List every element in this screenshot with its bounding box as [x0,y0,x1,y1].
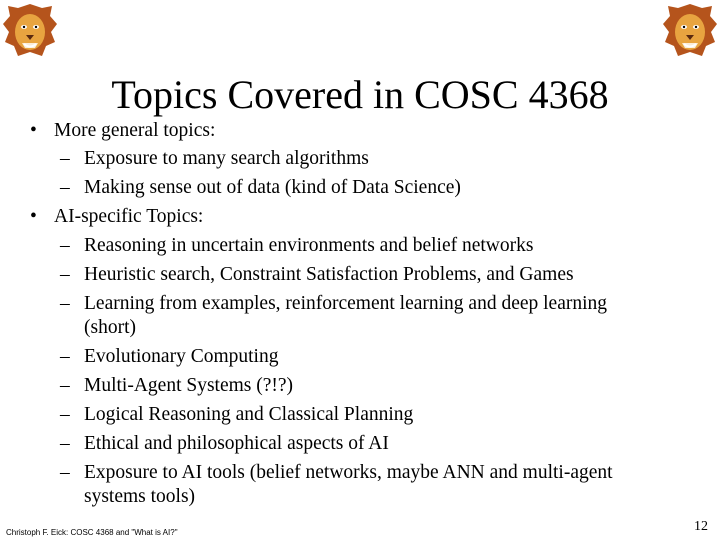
dash-marker: – [60,293,70,314]
subitem-text: Exposure to many search algorithms [84,148,369,169]
bullet-marker: • [30,120,37,141]
page-number: 12 [694,519,708,534]
dash-marker: – [60,177,70,198]
dash-marker: – [60,433,70,454]
dash-marker: – [60,404,70,425]
dash-marker: – [60,264,70,285]
subitem-text: Exposure to AI tools (belief networks, maybe ANN and multi-agent [84,462,613,483]
subitem-text-continuation: systems tools) [84,486,196,507]
slide-title: Topics Covered in COSC 4368 [111,72,609,117]
dash-marker: – [60,235,70,256]
footer-credit: Christoph F. Eick: COSC 4368 and "What is AI?" [6,528,178,537]
bullet-text: More general topics: [54,120,216,141]
dash-marker: – [60,346,70,367]
dash-marker: – [60,375,70,396]
subitem-text: Evolutionary Computing [84,346,279,367]
dash-marker: – [60,462,70,483]
subitem-text: Making sense out of data (kind of Data Science) [84,177,461,198]
subitem-text: Ethical and philosophical aspects of AI [84,433,389,454]
subitem-text: Logical Reasoning and Classical Planning [84,404,414,425]
subitem-text-continuation: (short) [84,317,136,338]
subitem-text: Multi-Agent Systems (?!?) [84,375,294,396]
dash-marker: – [60,148,70,169]
subitem-text: Learning from examples, reinforcement learning and deep learning [84,293,608,314]
bullet-marker: • [30,206,37,227]
subitem-text: Reasoning in uncertain environments and belief networks [84,235,534,256]
subitem-text: Heuristic search, Constraint Satisfaction Problems, and Games [84,264,574,285]
bullet-text: AI-specific Topics: [54,206,204,227]
